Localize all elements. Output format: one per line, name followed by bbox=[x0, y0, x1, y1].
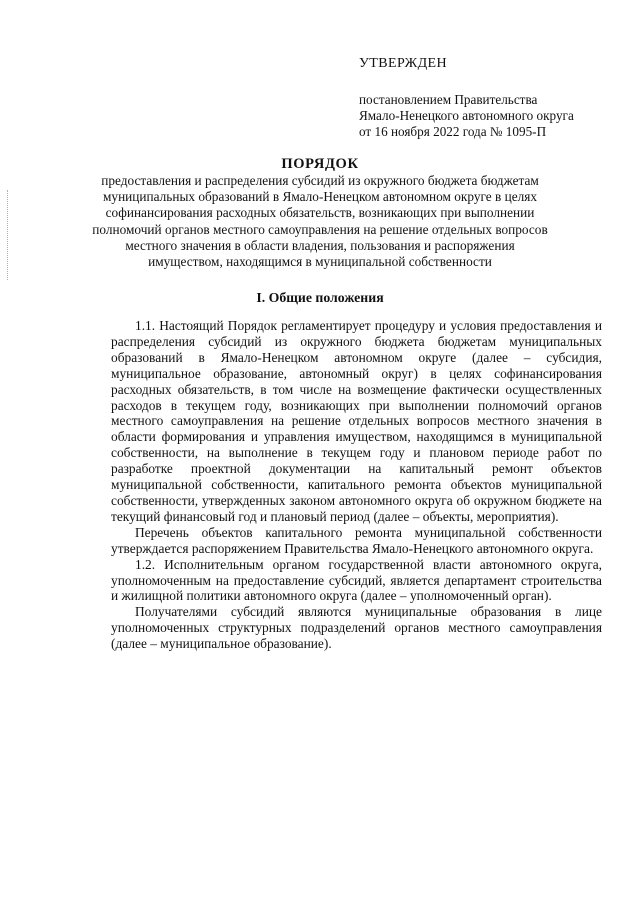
approval-line-decree: постановлением Правительства bbox=[359, 92, 538, 107]
paragraph-recipients: Получателями субсидий являются муниципальные образования в лице уполномоченных структурных подразделений органов местного самоуправления (далее – муниципальное образование). bbox=[111, 604, 602, 652]
paragraph-1-1: 1.1. Настоящий Порядок регламентирует процедуру и условия предоставления и распределения субсидий из окружного бюджета бюджетам муниципальных образований в Ямало-Ненецком автономном округе (далее – субсидия, муниципальное образование, автономный округ) в целях софинансирования расходных обязательств, в том числе на возмещение фактически осуществленных расходов в текущем году, возникающих при выполнении полномочий органов местного самоуправления на решение отдельных вопросов местного значения в области формирования и управления имуществом, находящимся в муниципальной собственности, на выполнение в текущем году и плановом периоде работ по разработке проектной документации на капитальный ремонт объектов муниципальной собственности, капитального ремонта объектов муниципальной собственности, утвержденных законом автономного округа об окружном бюджете на текущий финансовый год и плановый период (далее – объекты, мероприятия). bbox=[111, 318, 602, 524]
document-subtitle-line: предоставления и распределения субсидий из окружного бюджета бюджетам bbox=[101, 173, 539, 188]
document-subtitle-line: полномочий органов местного самоуправления на решение отдельных вопросов bbox=[92, 221, 548, 237]
approval-heading: УТВЕРЖДЕН bbox=[359, 56, 448, 71]
document-subtitle-line: имуществом, находящимся в муниципальной собственности bbox=[148, 254, 492, 270]
document-subtitle-line: софинансирования расходных обязательств, возникающих при выполнении bbox=[105, 205, 535, 221]
section-heading: I. Общие положения bbox=[256, 290, 384, 305]
approval-line-date: от 16 ноября 2022 года № 1095-П bbox=[359, 124, 547, 139]
document-subtitle-line: муниципальных образований в Ямало-Ненецком автономном округе в целях bbox=[103, 189, 537, 205]
document-body bbox=[111, 318, 602, 652]
document-title: ПОРЯДОК bbox=[281, 156, 359, 172]
scan-margin-marks bbox=[7, 190, 10, 280]
document-subtitle-line: местного значения в области владения, пользования и распоряжения bbox=[125, 237, 515, 253]
document-title-block bbox=[80, 156, 560, 270]
approval-line-region: Ямало-Ненецкого автономного округа bbox=[359, 108, 574, 123]
paragraph-list-of-objects: Перечень объектов капитального ремонта муниципальной собственности утверждается распоряжением Правительства Ямало-Ненецкого автономного округа. bbox=[111, 524, 602, 556]
paragraph-1-2: 1.2. Исполнительным органом государственной власти автономного округа, уполномоченным на предоставление субсидий, является департамент строительства и жилищной политики автономного округа (далее – уполномоченный орган). bbox=[111, 556, 602, 604]
approval-stamp-block bbox=[359, 56, 629, 140]
